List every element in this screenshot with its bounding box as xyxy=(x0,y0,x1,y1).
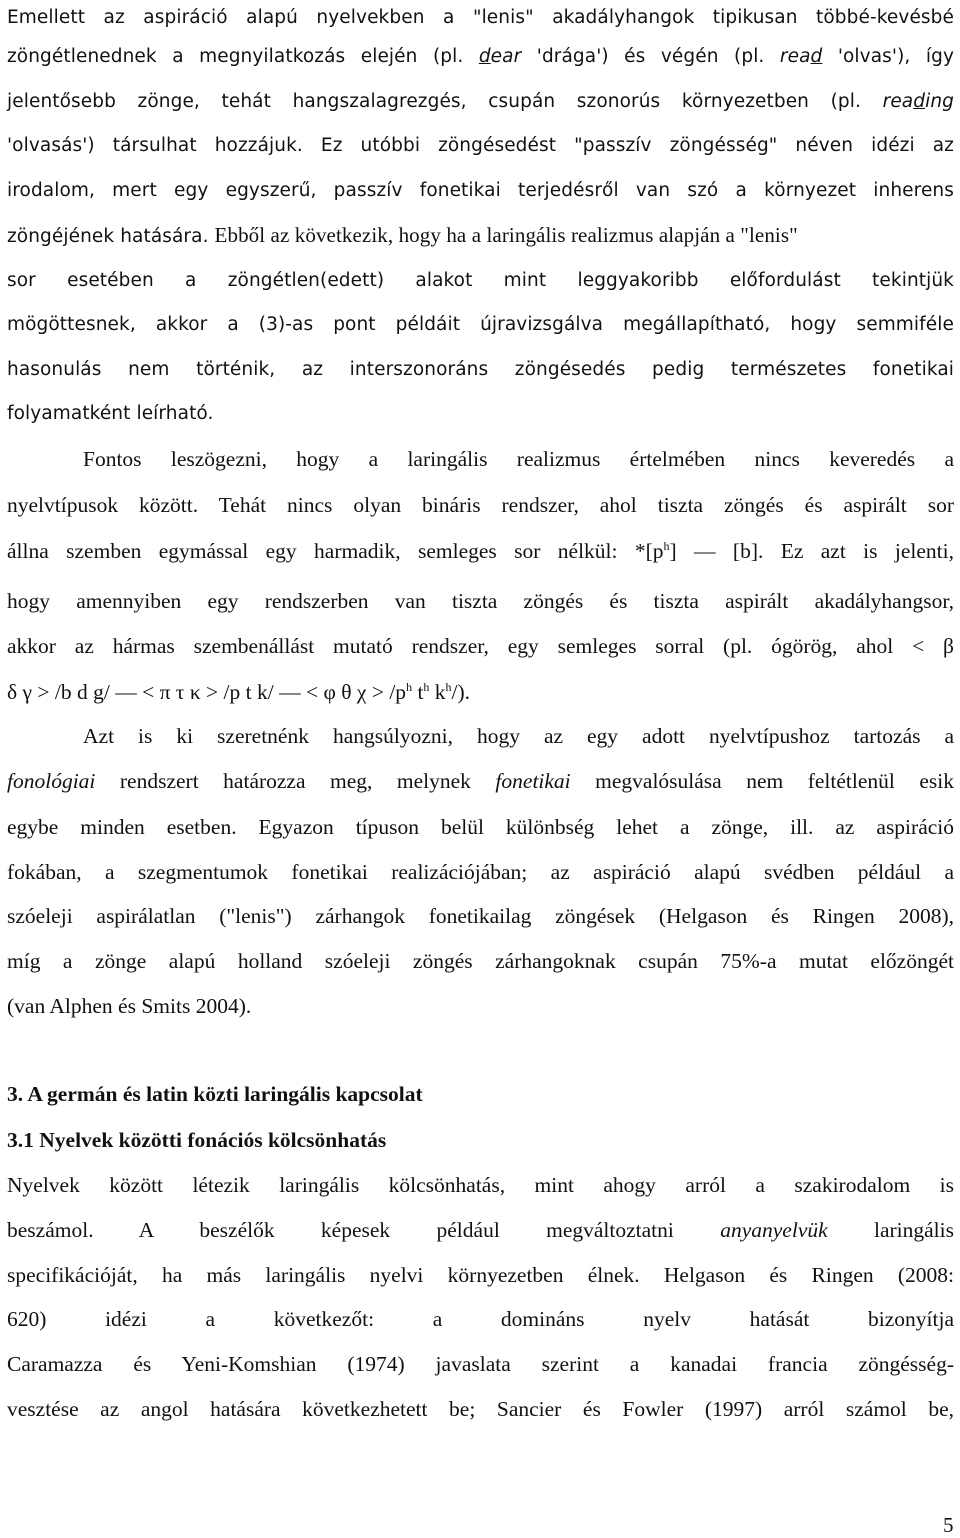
text: h xyxy=(406,680,413,694)
text: jelentősebb zönge, tehát hangszalagrezgés, csupán szonorús környezetben (pl. xyxy=(7,91,883,112)
text: Fontos leszögezni, hogy a laringális realizmus értelmében nincs keveredés a xyxy=(83,447,954,471)
p1-line-2 xyxy=(7,42,954,72)
p1-line-5 xyxy=(7,176,954,206)
text: Azt is ki szeretnénk hangsúlyozni, hogy az egy adott nyelvtípushoz tartozás a xyxy=(83,724,954,748)
text: anyanyelvük xyxy=(720,1218,828,1242)
text: h xyxy=(423,680,430,694)
text: ing xyxy=(925,91,954,112)
p1-line-4 xyxy=(7,131,954,161)
page-number: 5 xyxy=(943,1513,954,1537)
p2-line-3 xyxy=(7,536,954,566)
text: 620) idézi a következőt: a domináns nyelv hatását bizonyítja xyxy=(7,1307,954,1331)
text: h xyxy=(663,539,670,553)
text: zöngéjének hatására. xyxy=(7,226,215,247)
p4-line-3 xyxy=(7,1260,954,1290)
text: Ez utóbbi zöngésedést "passzív zöngésség" néven idézi az xyxy=(320,135,954,156)
text: nyelvtípusok között. Tehát nincs olyan bináris rendszer, ahol tiszta zöngés és aspirált sor xyxy=(7,493,954,517)
text: akkor az hármas szembenállást mutató rendszer, egy semleges sorral (pl. ógörög, ahol < β xyxy=(7,634,954,658)
p3-line-4 xyxy=(7,857,954,887)
text: ] — [b]. Ez azt is jelenti, xyxy=(669,539,954,563)
subsection-heading xyxy=(7,1125,954,1155)
text: Emellett az aspiráció alapú nyelvekben a "lenis" akadályhangok tipikusan többé-kevésbé xyxy=(7,7,954,28)
p4-line-4 xyxy=(7,1304,954,1334)
p4-line-2 xyxy=(7,1215,954,1245)
p1-line-9 xyxy=(7,355,954,385)
p2-line-4 xyxy=(7,586,954,616)
text: fonetikai xyxy=(495,769,571,793)
text: hogy amennyiben egy rendszerben van tiszta zöngés és tiszta aspirált akadályhangsor, xyxy=(7,589,954,613)
text: h xyxy=(445,680,452,694)
p1-line-1 xyxy=(7,3,954,33)
text: beszámol. A beszélők képesek például megváltoztatni xyxy=(7,1218,721,1242)
text: ear xyxy=(490,46,522,67)
text: mögöttesnek, akkor a (3)-as pont példáit újravizsgálva megállapítható, hogy semmiféle xyxy=(7,314,954,335)
text: k xyxy=(429,680,446,704)
text: d xyxy=(913,91,926,112)
text: irodalom, mert egy egyszerű, passzív fonetikai terjedésről van szó a környezet inherens xyxy=(7,180,954,201)
p3-line-1 xyxy=(7,721,954,751)
text: hasonulás nem történik, az interszonoráns zöngésedés pedig természetes fonetikai xyxy=(7,359,954,380)
text: specifikációját, ha más laringális nyelvi környezetben élnek. Helgason és Ringen (2008: xyxy=(7,1263,954,1287)
text: zöngétlenednek a megnyilatkozás elején (pl. xyxy=(7,46,479,67)
p3-line-7 xyxy=(7,991,954,1021)
text: megvalósulása nem feltétlenül esik xyxy=(570,769,954,793)
text: fonológiai xyxy=(7,769,96,793)
text: δ γ > /b d g/ — < π τ κ > /p t k/ — < φ θ χ > /p xyxy=(7,680,407,704)
text: folyamatként leírható. xyxy=(7,403,214,424)
p2-line-2 xyxy=(7,490,954,520)
text: Nyelvek között létezik laringális kölcsönhatás, mint ahogy arról a szakirodalom is xyxy=(7,1173,954,1197)
text: 'drága') és végén (pl. xyxy=(521,46,780,67)
p1-line-6 xyxy=(7,220,954,250)
text: 'olvasás') társulhat hozzájuk. xyxy=(7,135,321,156)
text: egybe minden esetben. Egyazon típuson belül különbség lehet a zönge, ill. az aspiráció xyxy=(7,815,954,839)
p3-line-6 xyxy=(7,946,954,976)
text: laringális xyxy=(827,1218,954,1242)
text: rendszert határozza meg, melynek xyxy=(95,769,496,793)
text: fokában, a szegmentumok fonetikai realizációjában; az aspiráció alapú svédben például a xyxy=(7,860,954,884)
text: sor esetében a zöngétlen(edett) alakot mint leggyakoribb előfordulást tekintjük xyxy=(7,270,954,291)
p1-line-7 xyxy=(7,266,954,296)
p2-line-6 xyxy=(7,677,954,707)
text: d xyxy=(810,46,823,67)
p4-line-1 xyxy=(7,1170,954,1200)
text: állna szemben egymással egy harmadik, semleges sor nélkül: *[p xyxy=(7,539,664,563)
text: 'olvas'), így xyxy=(822,46,954,67)
text: t xyxy=(412,680,424,704)
p3-line-3 xyxy=(7,812,954,842)
text: rea xyxy=(779,46,811,67)
p1-line-8 xyxy=(7,310,954,340)
p2-line-1 xyxy=(7,444,954,474)
text: 3. A germán és latin közti laringális kapcsolat xyxy=(7,1082,423,1106)
text: Caramazza és Yeni-Komshian (1974) javaslata szerint a kanadai francia zöngésség- xyxy=(7,1352,954,1376)
p1-line-3 xyxy=(7,87,954,117)
text: (van Alphen és Smits 2004). xyxy=(7,994,252,1018)
text: rea xyxy=(882,91,914,112)
p3-line-5 xyxy=(7,901,954,931)
text: míg a zönge alapú holland szóeleji zöngés zárhangoknak csupán 75%-a mutat előzöngét xyxy=(7,949,954,973)
p1-line-10 xyxy=(7,399,954,429)
text: Ebből az következik, hogy ha a laringális realizmus alapján a "lenis" xyxy=(214,223,798,247)
p4-line-5 xyxy=(7,1349,954,1379)
section-heading xyxy=(7,1079,954,1109)
p3-line-2 xyxy=(7,766,954,796)
p4-line-6 xyxy=(7,1394,954,1424)
text: 3.1 Nyelvek közötti fonációs kölcsönhatás xyxy=(7,1128,387,1152)
p2-line-5 xyxy=(7,631,954,661)
text: /). xyxy=(451,680,471,704)
text: szóeleji aspirálatlan ("lenis") zárhangok fonetikailag zöngések (Helgason és Ringen 2008), xyxy=(7,904,954,928)
text: d xyxy=(478,46,491,67)
text: vesztése az angol hatására következhetett be; Sancier és Fowler (1997) arról számol be, xyxy=(7,1397,954,1421)
